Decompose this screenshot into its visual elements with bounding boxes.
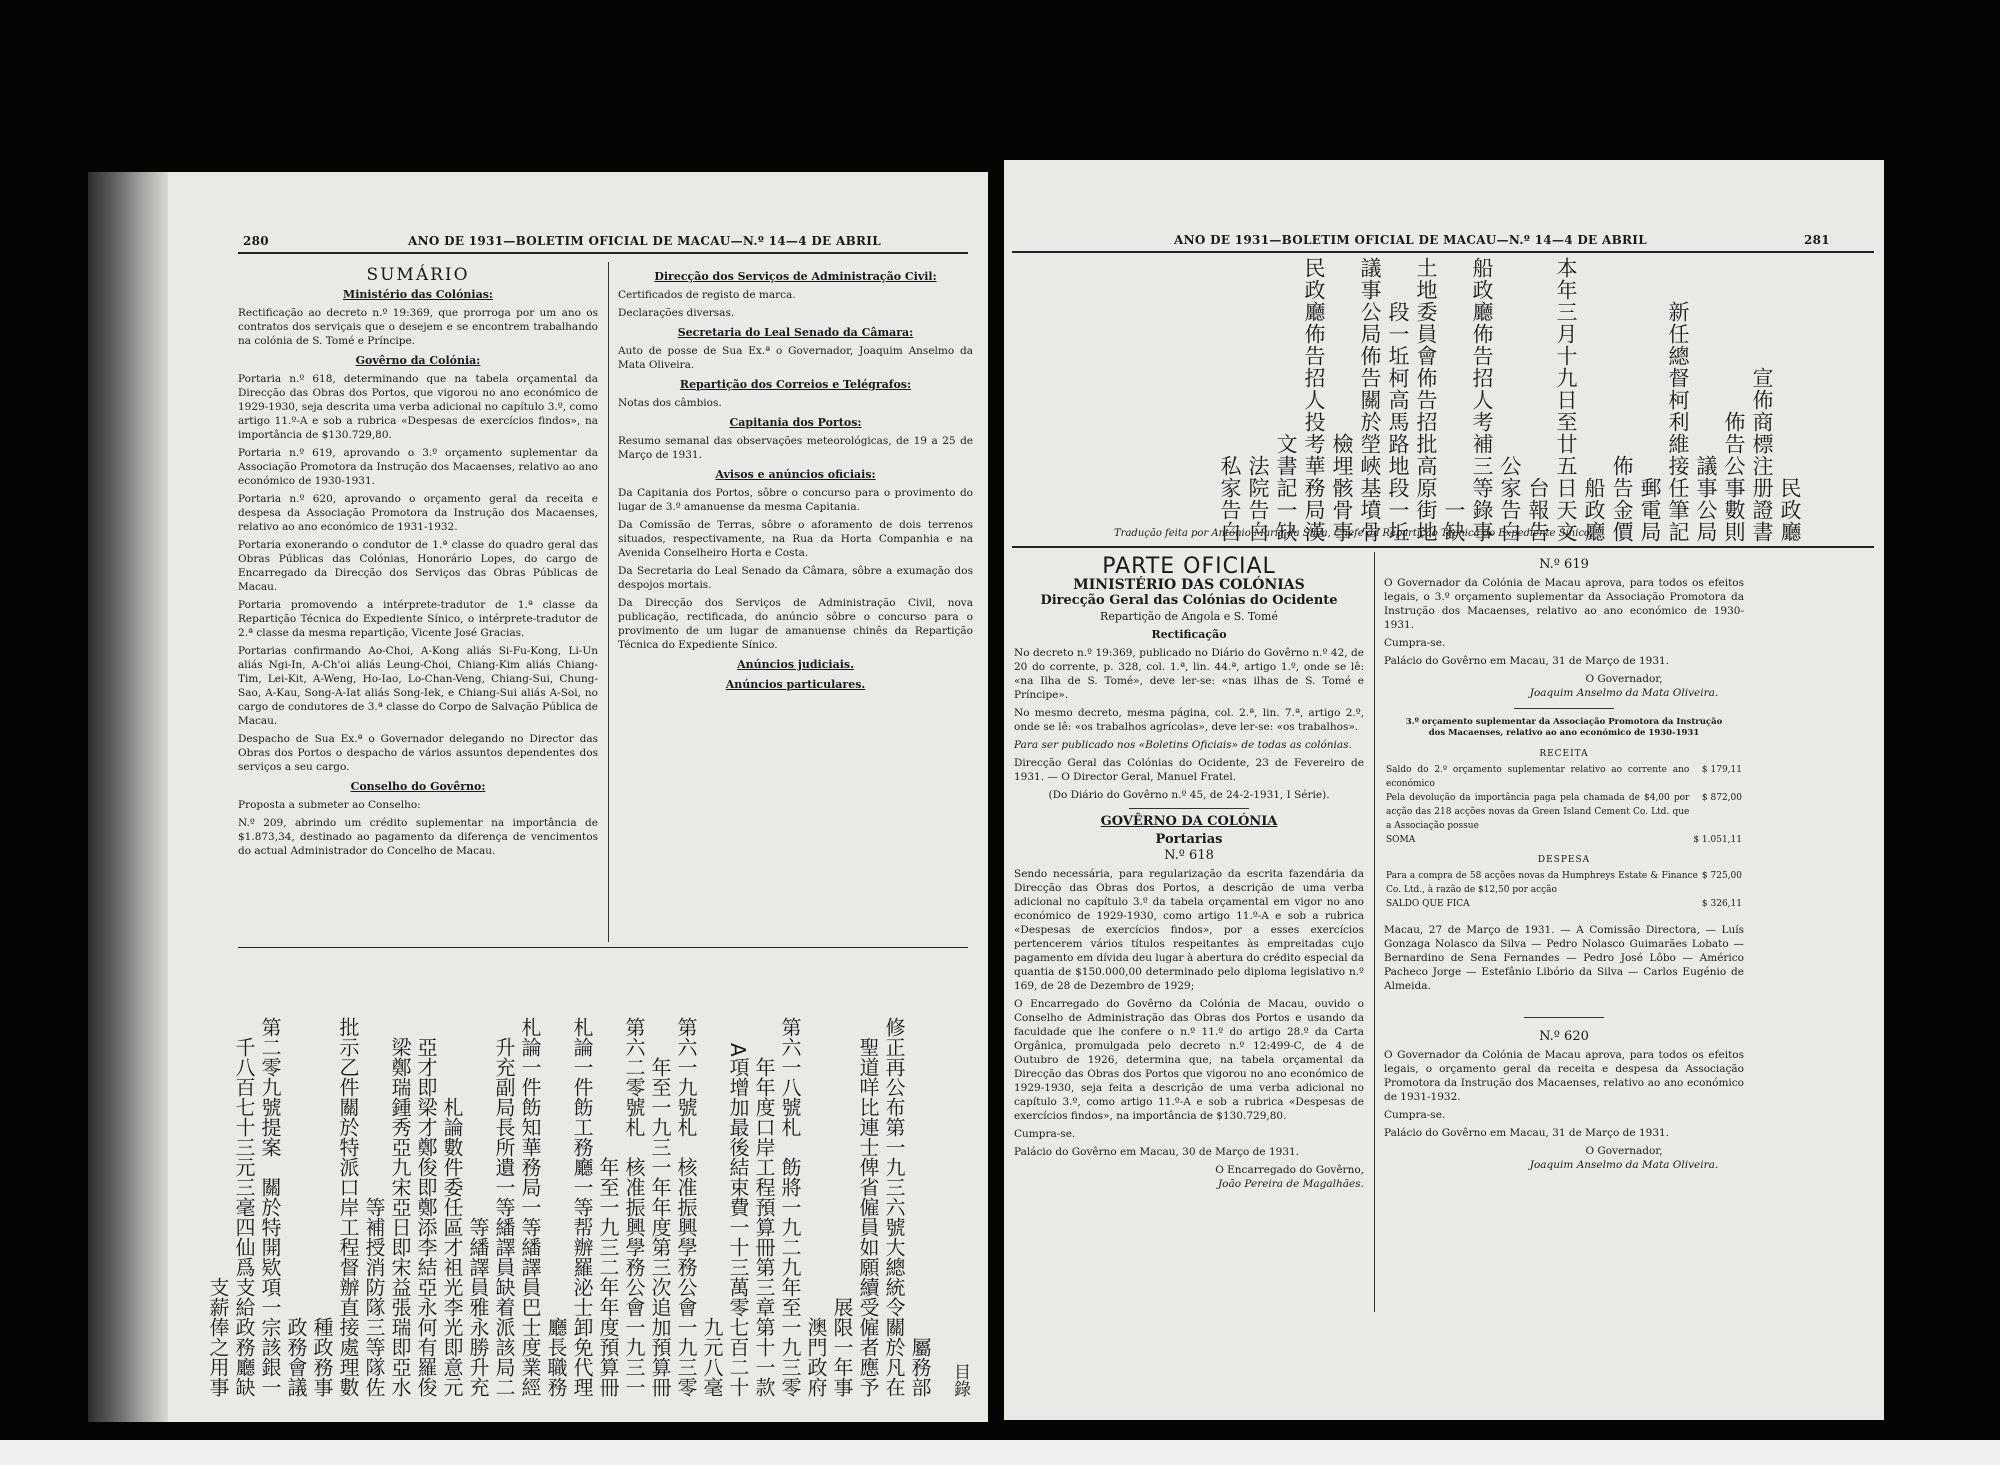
section-item: Da Comissão de Terras, sôbre o aforamento de dois terrenos situados, respectivamente, na Rua da Horta Companhia e na Avenida Conselheiro Horta e Costa. xyxy=(618,519,973,559)
parte-oficial-column xyxy=(1014,554,1364,1191)
ledger-row xyxy=(1384,897,1744,911)
chinese-index-line: 支薪俸之用事 xyxy=(206,1277,230,1397)
section-heading: Secretaria do Leal Senado da Câmara: xyxy=(677,326,914,339)
portaria-620-number: N.º 620 xyxy=(1539,1029,1589,1044)
chinese-index-line: 種政務事 xyxy=(310,1317,334,1397)
despesa-table xyxy=(1384,869,1744,911)
rectificacao-paragraph: Para ser publicado nos «Boletins Oficiais» de todas as colónias. xyxy=(1014,739,1352,751)
rectificacao-paragraph: Direcção Geral das Colónias do Ocidente, 23 de Fevereiro de 1931. — O Director Geral, Manuel Fratel. xyxy=(1014,757,1364,783)
section-heading: Capitania dos Portos: xyxy=(729,416,862,429)
section-heading: Anúncios judiciais. xyxy=(737,658,854,671)
sumario-column-2 xyxy=(618,264,973,696)
direccao-geral-title: Direcção Geral das Colónias do Ocidente xyxy=(1040,593,1338,608)
parte-oficial-title: PARTE OFICIAL xyxy=(1102,554,1276,579)
ledger-row xyxy=(1384,833,1744,847)
portaria-619-paragraph: Palácio do Govêrno em Macau, 31 de Março de 1931. xyxy=(1384,655,1670,667)
index-rule xyxy=(238,947,968,948)
section-item: Portaria promovendo a intérprete-tradutor de 1.ª classe da Repartição Técnica do Expediente Sínico, o intérprete-tradutor de 2.ª classe da mesma repartição, Vicente José Gracias. xyxy=(238,599,598,639)
chinese-index-line: 展限一年事 xyxy=(830,1297,854,1397)
scan-bottom-edge xyxy=(0,1440,2000,1465)
orcamento-title: 3.º orçamento suplementar da Associação Promotora da Instrução dos Macaenses, relativo ao ano económico de 1930-1931 xyxy=(1405,717,1723,738)
section-item: Certificados de registo de marca. xyxy=(618,289,796,301)
receita-table xyxy=(1384,763,1744,847)
chinese-toc-line: 議事公局 xyxy=(1694,455,1718,543)
chinese-index-line: 亞才即梁才鄭俊即鄭添李結亞永何有羅俊 xyxy=(414,1037,438,1397)
left-page xyxy=(88,172,988,1422)
portaria-619-paragraph: Cumpra-se. xyxy=(1384,637,1446,649)
chinese-toc-line: 一缺 xyxy=(1442,499,1466,543)
chinese-index-line: 政務會議 xyxy=(284,1317,308,1397)
section-item: Notas dos câmbios. xyxy=(618,397,722,409)
chinese-index-title: 目錄 xyxy=(950,1363,970,1397)
section-item: Resumo semanal das observações meteorológicas, de 19 a 25 de Março de 1931. xyxy=(618,435,973,461)
ministerio-title: MINISTÉRIO DAS COLÓNIAS xyxy=(1073,577,1305,593)
section-heading: Direcção dos Serviços de Administração Civil: xyxy=(654,270,937,283)
rectificacao-title: Rectificação xyxy=(1151,628,1227,641)
rectificacao-source: (Do Diário do Govêrno n.º 45, de 24-2-1931, I Série). xyxy=(1048,789,1330,801)
ledger-label: SALDO QUE FICA xyxy=(1386,899,1470,909)
portaria-620-signature-name: Joaquim Anselmo da Mata Oliveira. xyxy=(1529,1159,1719,1171)
running-head: ANO DE 1931—BOLETIM OFICIAL DE MACAU—N.º 14—4 DE ABRIL xyxy=(408,234,881,248)
section-item: Portaria n.º 620, aprovando o orçamento geral da receita e despesa da Associação Promotora da Instrução dos Macaenses, relativo ao ano económico de 1931-1932. xyxy=(238,493,598,533)
section-item: Auto de posse de Sua Ex.ª o Governador, Joaquim Anselmo da Mata Oliveira. xyxy=(618,345,973,371)
chinese-toc xyxy=(1004,258,1804,543)
page-gutter-shadow xyxy=(88,172,168,1422)
chinese-index-line: 第二零九號提案 關於特開欵項一宗該銀一 xyxy=(258,1017,282,1397)
portaria-618-paragraph: Sendo necessária, para regularização da escrita fazendária da Direcção das Obras dos Portos, a descrição de uma verba adicional no capítulo 3.º da tabela orçamental em vigor no ano económico de 1929-1930, como artigo 11.º-A e sob a rubrica «Despesas de exercícios findos», por a esses exercícios pertencerem vários títulos respeitantes às empreitadas cujo pagamento em dívida deu lugar à abertura do crédito especial da quantia de $150.000,00 determinado pelo diploma legislativo n.º 169, de 28 de Dezembro de 1929; xyxy=(1014,868,1364,992)
section-item: Portaria exonerando o condutor de 1.ª classe do quadro geral das Obras Públicas das Colónias, Honorário Lopes, do cargo de Encarregado da Direcção dos Serviços das Obras Públicas de Macau. xyxy=(238,539,598,593)
chinese-toc-line: 私家告白 xyxy=(1218,455,1242,543)
chinese-index-line: 第六二零號札 核准振興學務公會一九三一 xyxy=(622,1017,646,1397)
chinese-toc-line: 議事公局佈告關於塋峽基墳骨 xyxy=(1358,257,1382,543)
governo-title: GOVÊRNO DA COLÓNIA xyxy=(1100,814,1278,829)
chinese-index-line: 札論數件委任區才祖光李光即意元 xyxy=(440,1097,464,1397)
ledger-row xyxy=(1384,791,1744,833)
portarias-column xyxy=(1384,558,1744,1172)
chinese-index-line: A項增加最後結束費一十三萬零七百二十 xyxy=(726,1043,750,1397)
chinese-index-line: 等補授消防隊三等隊佐 xyxy=(362,1197,386,1397)
ledger-amount: $ 326,11 xyxy=(1701,899,1742,909)
chinese-toc-line: 本年三月十九日至廿五日天文 xyxy=(1554,257,1578,543)
ledger-amount: $ 1.051,11 xyxy=(1693,835,1742,845)
section-item: Da Capitania dos Portos, sôbre o concurso para o provimento do lugar de 3.º amanuense da mesma Capitania. xyxy=(618,487,973,513)
portaria-618-paragraph: Cumpra-se. xyxy=(1014,1128,1076,1140)
header-rule xyxy=(238,252,968,254)
section-heading: Repartição dos Correios e Telégrafos: xyxy=(679,378,912,391)
chinese-index-line: 札論一件飭工務廳一等帮辦羅泌士卸免代理 xyxy=(570,1017,594,1397)
chinese-index-line: 批示乙件關於特派口岸工程督辦直接處理數 xyxy=(336,1017,360,1397)
portaria-620-paragraph: Cumpra-se. xyxy=(1384,1109,1446,1121)
ledger-amount: $ 725,00 xyxy=(1701,871,1742,881)
section-heading: Ministério das Colónias: xyxy=(343,288,493,301)
chinese-toc-line: 新任總督柯利維接任筆記 xyxy=(1666,301,1690,543)
section-item: Portaria n.º 619, aprovando o 3.º orçamento suplementar da Associação Promotora da Instrução dos Macaenses, relativo ao ano económico de 1930-1931. xyxy=(238,447,598,487)
section-item: Declarações diversas. xyxy=(618,307,735,319)
portaria-620-signature-title: O Governador, xyxy=(1585,1145,1663,1157)
portaria-619-signature-name: Joaquim Anselmo da Mata Oliveira. xyxy=(1529,687,1719,699)
ledger-amount: $ 179,11 xyxy=(1701,765,1742,775)
chinese-index-line: 九元八毫 xyxy=(700,1317,724,1397)
portarias-title: Portarias xyxy=(1155,832,1223,847)
column-divider xyxy=(608,262,609,942)
ledger-label: Para a compra de 58 acções novas da Humphreys Estate & Finance Co. Ltd., à razão de $12,50 por acção xyxy=(1386,871,1698,895)
section-item: Portaria n.º 618, determinando que na tabela orçamental da Direcção das Obras dos Portos, que vigorou no ano económico de 1929-1930, seja descrita uma verba adicional no capítulo 3.º, como artigo 11.º-A e sob a rubrica «Despesas de exercícios findos», na importância de $130.729,80. xyxy=(238,373,598,441)
section-item: Rectificação ao decreto n.º 19:369, que prorroga por um ano os contratos dos serviçais que o desejem e se encontrem trabalhando na colónia de S. Tomé e Príncipe. xyxy=(238,307,598,347)
portaria-619-signature-title: O Governador, xyxy=(1585,673,1663,685)
chinese-index-line: 年年度口岸工程預算冊第三章第十一款 xyxy=(752,1057,776,1397)
portaria-618-signature-title: O Encarregado do Govêrno, xyxy=(1215,1164,1364,1176)
chinese-toc-line: 檢埋骸骨事 xyxy=(1330,433,1354,543)
chinese-index-line: 廳長職務 xyxy=(544,1317,568,1397)
chinese-toc-line: 台報告 xyxy=(1526,477,1550,543)
portaria-619-number: N.º 619 xyxy=(1539,557,1589,572)
portaria-619-paragraph: O Governador da Colónia de Macau aprova, para todos os efeitos legais, o 3.º orçamento suplementar da Associação Promotora da Instrução dos Macaenses, relativo ao ano económico de 1930-1931. xyxy=(1384,577,1744,631)
section-heading: Conselho do Govêrno: xyxy=(350,780,486,793)
portaria-618-paragraph: Palácio do Govêrno em Macau, 30 de Março de 1931. xyxy=(1014,1146,1300,1158)
translation-note: Tradução feita por António Maria da Silva, Chefe da Repartição Técnica do Expediente Sínico. xyxy=(1114,528,1593,539)
chinese-index-line: 梁鄭瑞鍾秀亞九宋亞日即宋益張瑞即亞水 xyxy=(388,1037,412,1397)
portaria-618-number: N.º 618 xyxy=(1164,848,1214,863)
chinese-toc-line: 民政廳 xyxy=(1778,477,1802,543)
portaria-620-paragraph: Palácio do Govêrno em Macau, 31 de Março de 1931. xyxy=(1384,1127,1670,1139)
chinese-toc-line: 郵電局 xyxy=(1638,477,1662,543)
column-divider xyxy=(1374,552,1375,1312)
section-item: Proposta a submeter ao Conselho: xyxy=(238,799,421,811)
chinese-index-line: 澳門政府 xyxy=(804,1317,828,1397)
chinese-toc-line: 文書記一缺 xyxy=(1274,433,1298,543)
page-number: 280 xyxy=(243,234,269,248)
despesa-title: DESPESA xyxy=(1537,855,1591,865)
chinese-index-line: 聖道咩比連士俾省僱員如願續受僱者應予 xyxy=(856,1037,880,1397)
chinese-toc-line: 公家告白 xyxy=(1498,455,1522,543)
section-heading: Anúncios particulares. xyxy=(725,678,866,691)
ledger-label: Pela devolução da importância paga pela chamada de $4,00 por acção das 218 acções novas da Green Island Cement Co. Ltd. que a Associação possue xyxy=(1386,793,1690,831)
chinese-toc-line: 民政廳佈告招人投考華務局漢 xyxy=(1302,257,1326,543)
chinese-toc-line: 船政廳佈告招人考補三等錄事 xyxy=(1470,257,1494,543)
chinese-toc-line: 宣佈商標注册證書 xyxy=(1750,367,1774,543)
chinese-index-line: 等繙譯員雅永勝升充 xyxy=(466,1217,490,1397)
section-item: Da Direcção dos Serviços de Administração Civil, nova publicação, rectificada, do anúncio sôbre o concurso para o provimento de um lugar de amanuense chinês da Repartição Técnica do Expediente Sínico. xyxy=(618,597,973,651)
chinese-toc-line: 土地委員會佈告招批高原街地 xyxy=(1414,257,1438,543)
header-rule xyxy=(1012,251,1874,253)
section-item: Despacho de Sua Ex.ª o Governador delegando no Director das Obras dos Portos o despacho de vários assuntos dependentes dos serviços a seu cargo. xyxy=(238,733,598,773)
chinese-index-line: 年至一九三二年年度預算冊 xyxy=(596,1157,620,1397)
chinese-index-line: 年至一九三一年年度第三次追加預算冊 xyxy=(648,1057,672,1397)
rectificacao-paragraph: No mesmo decreto, mesma página, col. 2.ª, lin. 7.ª, artigo 2.º, onde se lê: «os trabalhos agrícolas», deve ler-se: «os trabalhos». xyxy=(1014,707,1364,733)
chinese-index-line: 千八百七十三元三毫四仙爲支給政務廳缺 xyxy=(232,1037,256,1397)
chinese-toc-line: 段一坵柯高馬路地段一坵 xyxy=(1386,301,1410,543)
chinese-toc-line: 佈告金價 xyxy=(1610,455,1634,543)
portaria-618-signature-name: João Pereira de Magalhães. xyxy=(1217,1178,1364,1190)
ledger-label: Saldo do 2.º orçamento suplementar relativo ao corrente ano económico xyxy=(1386,765,1690,789)
section-item: Da Secretaria do Leal Senado da Câmara, sôbre a exumação dos despojos mortais. xyxy=(618,565,973,591)
page-number: 281 xyxy=(1804,233,1830,247)
chinese-toc-line: 佈告公事數則 xyxy=(1722,411,1746,543)
ledger-amount: $ 872,00 xyxy=(1701,793,1742,803)
chinese-index-line: 第六一八號札 飭將一九二九年至一九三零 xyxy=(778,1017,802,1397)
comissao-text: Macau, 27 de Março de 1931. — A Comissão Directora, — Luís Gonzaga Nolasco da Silva — Pedro Nolasco Guimarães Lobato — Bernardino de Sena Fernandes — Pedro José Lôbo — Américo Pacheco Jorge — Estefânio Libório da Silva — Carlos Eugénio de Almeida. xyxy=(1384,924,1744,992)
right-page xyxy=(1004,160,1884,1420)
chinese-index-line: 升充副局長所遺一等繙譯員缺着派該局二 xyxy=(492,1037,516,1397)
toc-rule xyxy=(1012,546,1874,548)
sumario-title: SUMÁRIO xyxy=(366,265,470,285)
portaria-620-paragraph: O Governador da Colónia de Macau aprova, para todos os efeitos legais, o orçamento geral da receita e despesa da Associação Promotora da Instrução dos Macaenses, relativo ao ano económico de 1931-1932. xyxy=(1384,1049,1744,1103)
ledger-label: SOMA xyxy=(1386,835,1416,845)
section-heading: Avisos e anúncios oficiais: xyxy=(715,468,876,481)
chinese-index-line: 第六一九號札 核准振興學務公會一九三零 xyxy=(674,1017,698,1397)
chinese-toc-line: 船政廳 xyxy=(1582,477,1606,543)
section-heading: Govêrno da Colónia: xyxy=(355,354,481,367)
reparticao-title: Repartição de Angola e S. Tomé xyxy=(1100,610,1278,623)
portaria-618-paragraph: O Encarregado do Govêrno da Colónia de Macau, ouvido o Conselho de Administração das Obras dos Portos e usando da faculdade que lhe confere o n.º 11.º do artigo 28.º da Carta Orgânica, promulgada pelo decreto n.º 12:499-C, de 4 de Outubro de 1926, determina que, na tabela orçamental da Direcção das Obras dos Portos que vigorou no ano económico de 1929-1930, seja feita a descrição de uma verba adicional no capítulo 3.º, como artigo 11.º-A e sob a rubrica «Despesas de exercícios findos», na importância de $130.729,80. xyxy=(1014,998,1364,1122)
rectificacao-paragraph: No decreto n.º 19:369, publicado no Diário do Govêrno n.º 42, de 20 do corrente, p. 328, col. 1.ª, lin. 44.ª, artigo 1.º, onde se lê: «na Ilha de S. Tomé», deve ler-se: «nas ilhas de S. Tomé e Príncipe». xyxy=(1014,647,1364,701)
chinese-index xyxy=(206,957,973,1397)
section-item: Portarias confirmando Ao-Choi, A-Kong aliás Si-Fu-Kong, Li-Un aliás Ngi-In, A-Ch'oi aliás Leung-Choi, Chiang-Kim aliás Chiang-Tim, Lei-Kit, A-Weng, Ho-Iao, Lo-Chan-Veng, Chiang-Sui, Chung-Sao, A-Kau, Song-A-Iat aliás Song-Iek, e Chiang-Sui aliás A-Soi, no cargo de condutores de 3.ª classe do Corpo de Salvação Pública de Macau. xyxy=(238,645,598,727)
ledger-row xyxy=(1384,869,1744,897)
chinese-toc-line: 法院告白 xyxy=(1246,455,1270,543)
running-head: ANO DE 1931—BOLETIM OFICIAL DE MACAU—N.º 14—4 DE ABRIL xyxy=(1174,233,1647,247)
chinese-index-line: 札論一件飭知華務局一等繙譯員巴士度業經 xyxy=(518,1017,542,1397)
section-item: N.º 209, abrindo um crédito suplementar na importância de $1.873,34, destinado ao pagamento da diferença de vencimentos do actual Administrador do Concelho de Macau. xyxy=(238,817,598,857)
receita-title: RECEITA xyxy=(1539,749,1589,759)
ledger-row xyxy=(1384,763,1744,791)
sumario-column-1 xyxy=(238,265,598,862)
chinese-index-line: 屬務部 xyxy=(908,1337,932,1397)
chinese-index-line: 修正再公布第一九三六號大總統令關於凡在 xyxy=(882,1017,906,1397)
